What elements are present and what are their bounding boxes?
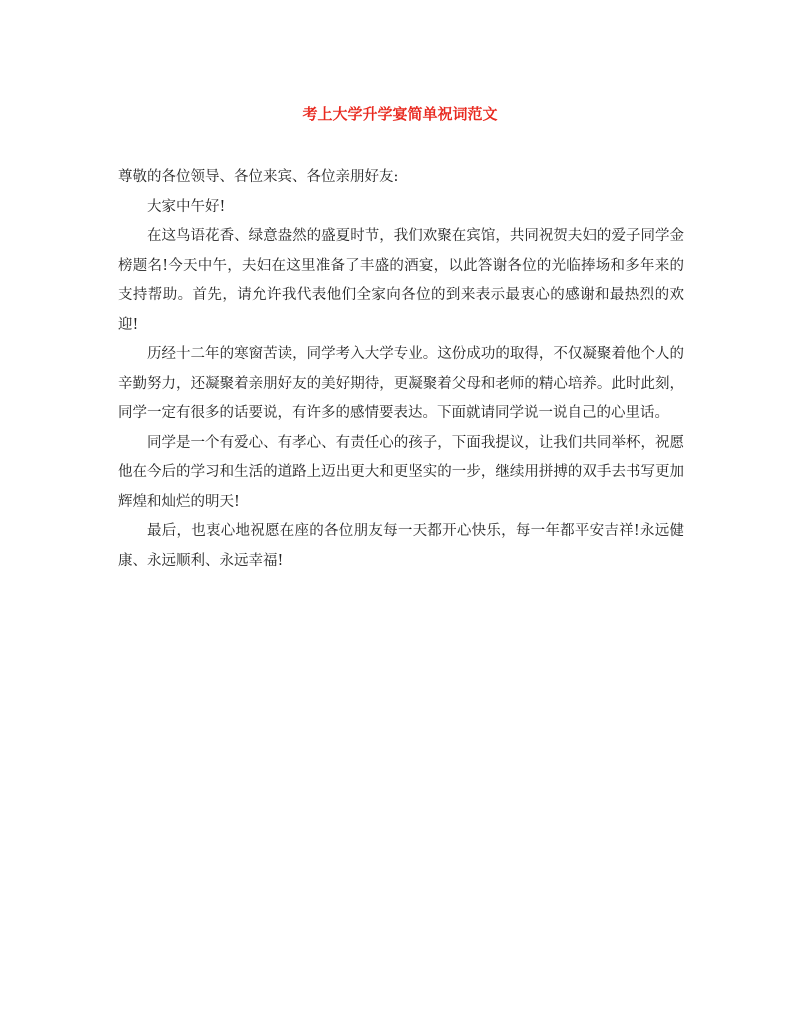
greeting-paragraph: 大家中午好! — [147, 198, 226, 215]
body-paragraph: 同学是一个有爱心、有孝心、有责任心的孩子，下面我提议，让我们共同举杯，祝愿他在今后的学习和生活的道路上迈出更大和更坚实的一步，继续用拼搏的双手去书写更加辉煌和灿烂的明天! — [118, 434, 684, 510]
body-paragraph: 历经十二年的寒窗苦读，同学考入大学专业。这份成功的取得，不仅凝聚着他个人的辛勤努力，还凝聚着亲朋好友的美好期待，更凝聚着父母和老师的精心培养。此时此刻，同学一定有很多的话要说，有许多的感情要表达。下面就请同学说一说自己的心里话。 — [118, 346, 684, 421]
salutation-paragraph: 尊敬的各位领导、各位来宾、各位亲朋好友: — [118, 169, 399, 185]
document-body — [118, 163, 684, 576]
document-title: 考上大学升学宴简单祝词范文 — [302, 105, 498, 123]
body-paragraph: 在这鸟语花香、绿意盎然的盛夏时节，我们欢聚在宾馆，共同祝贺夫妇的爱子同学金榜题名!今天中午，夫妇在这里准备了丰盛的酒宴，以此答谢各位的光临捧场和多年来的支持帮助。首先，请允许我代表他们全家向各位的到来表示最衷心的感谢和最热烈的欢迎! — [118, 228, 684, 333]
closing-paragraph: 最后，也衷心地祝愿在座的各位朋友每一天都开心快乐，每一年都平安吉祥!永远健康、永远顺利、永远幸福! — [118, 523, 684, 569]
